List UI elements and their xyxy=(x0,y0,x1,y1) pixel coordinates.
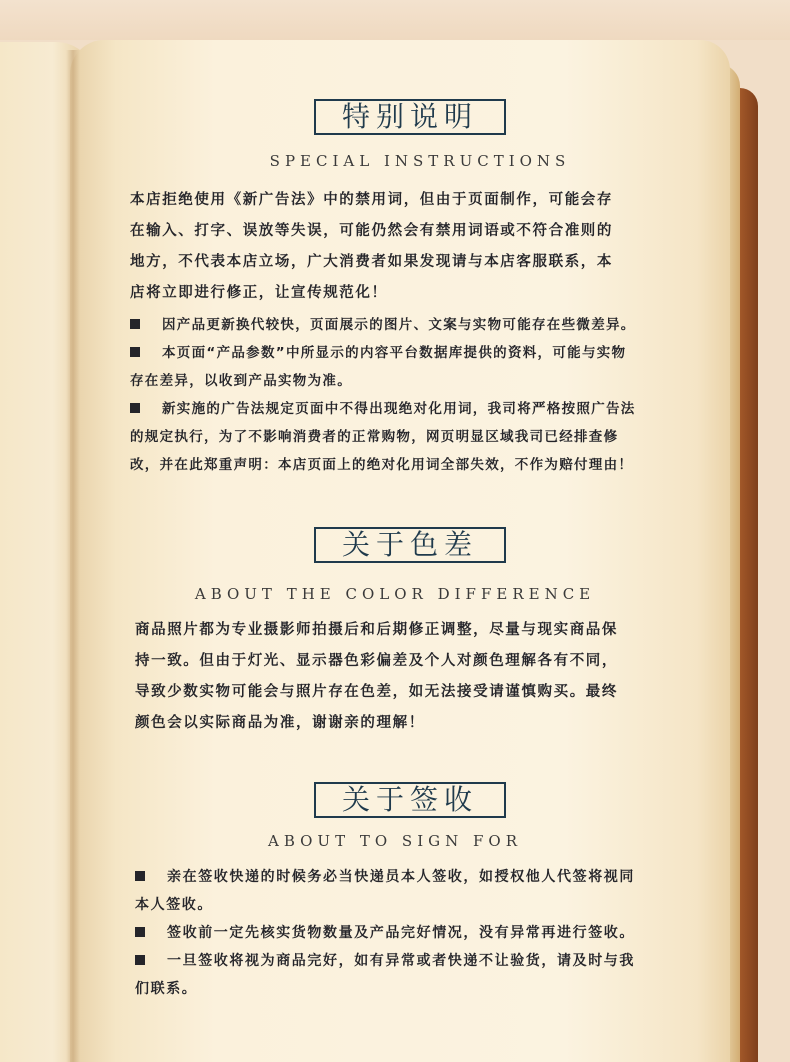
bullet-text: 亲在签收快递的时候务必当快递员本人签收，如授权他人代签将视同 xyxy=(167,869,635,885)
special-instructions-bullets xyxy=(130,311,636,479)
bullet-line xyxy=(135,919,635,947)
bullet-text: 一旦签收将视为商品完好，如有异常或者快递不让验货，请及时与我 xyxy=(167,953,635,969)
bullet-line xyxy=(130,339,636,367)
bullet-line: 存在差异，以收到产品实物为准。 xyxy=(130,373,352,389)
paragraph-line: 颜色会以实际商品为准，谢谢亲的理解！ xyxy=(135,715,425,731)
special-instructions-paragraph xyxy=(130,185,613,309)
bullet-square-icon xyxy=(135,955,145,965)
bullet-line xyxy=(135,863,635,891)
bullet-line: 本人签收。 xyxy=(135,897,213,913)
bullet-line: 的规定执行，为了不影响消费者的正常购物，网页明显区域我司已经排查修 xyxy=(130,429,619,445)
bullet-square-icon xyxy=(135,927,145,937)
section-subtitle-special-instructions: SPECIAL INSTRUCTIONS xyxy=(269,152,571,170)
bullet-line xyxy=(130,311,636,339)
color-difference-paragraph xyxy=(135,615,618,739)
paragraph-line: 本店拒绝使用《新广告法》中的禁用词，但由于页面制作，可能会存 xyxy=(130,192,613,208)
paragraph-line: 导致少数实物可能会与照片存在色差，如无法接受请谨慎购买。最终 xyxy=(135,684,618,700)
bullet-square-icon xyxy=(130,319,140,329)
paragraph-line: 在输入、打字、误放等失误，可能仍然会有禁用词语或不符合准则的 xyxy=(130,223,613,239)
bullet-line xyxy=(130,395,636,423)
bullet-square-icon xyxy=(130,403,140,413)
paragraph-line: 持一致。但由于灯光、显示器色彩偏差及个人对颜色理解各有不同， xyxy=(135,653,618,669)
bullet-line: 改，并在此郑重声明：本店页面上的绝对化用词全部失效，不作为赔付理由！ xyxy=(130,457,634,473)
sign-for-bullets xyxy=(135,863,635,1003)
section-subtitle-color-difference: ABOUT THE COLOR DIFFERENCE xyxy=(194,585,596,603)
section-title-sign-for: 关于签收 xyxy=(314,782,506,818)
paragraph-line: 店将立即进行修正，让宣传规范化！ xyxy=(130,285,388,301)
bullet-text: 签收前一定先核实货物数量及产品完好情况，没有异常再进行签收。 xyxy=(167,925,635,941)
bullet-square-icon xyxy=(135,871,145,881)
bullet-text: 新实施的广告法规定页面中不得出现绝对化用词，我司将严格按照广告法 xyxy=(162,401,636,417)
paragraph-line: 地方，不代表本店立场，广大消费者如果发现请与本店客服联系，本 xyxy=(130,254,613,270)
bullet-square-icon xyxy=(130,347,140,357)
section-title-color-difference: 关于色差 xyxy=(314,527,506,563)
section-subtitle-sign-for: ABOUT TO SIGN FOR xyxy=(268,832,522,850)
section-title-special-instructions: 特别说明 xyxy=(314,99,506,135)
bullet-text: 因产品更新换代较快，页面展示的图片、文案与实物可能存在些微差异。 xyxy=(162,317,636,333)
bullet-text: 本页面“产品参数”中所显示的内容平台数据库提供的资料，可能与实物 xyxy=(162,345,627,361)
paragraph-line: 商品照片都为专业摄影师拍摄后和后期修正调整，尽量与现实商品保 xyxy=(135,622,618,638)
bullet-line: 们联系。 xyxy=(135,981,198,997)
bullet-line xyxy=(135,947,635,975)
